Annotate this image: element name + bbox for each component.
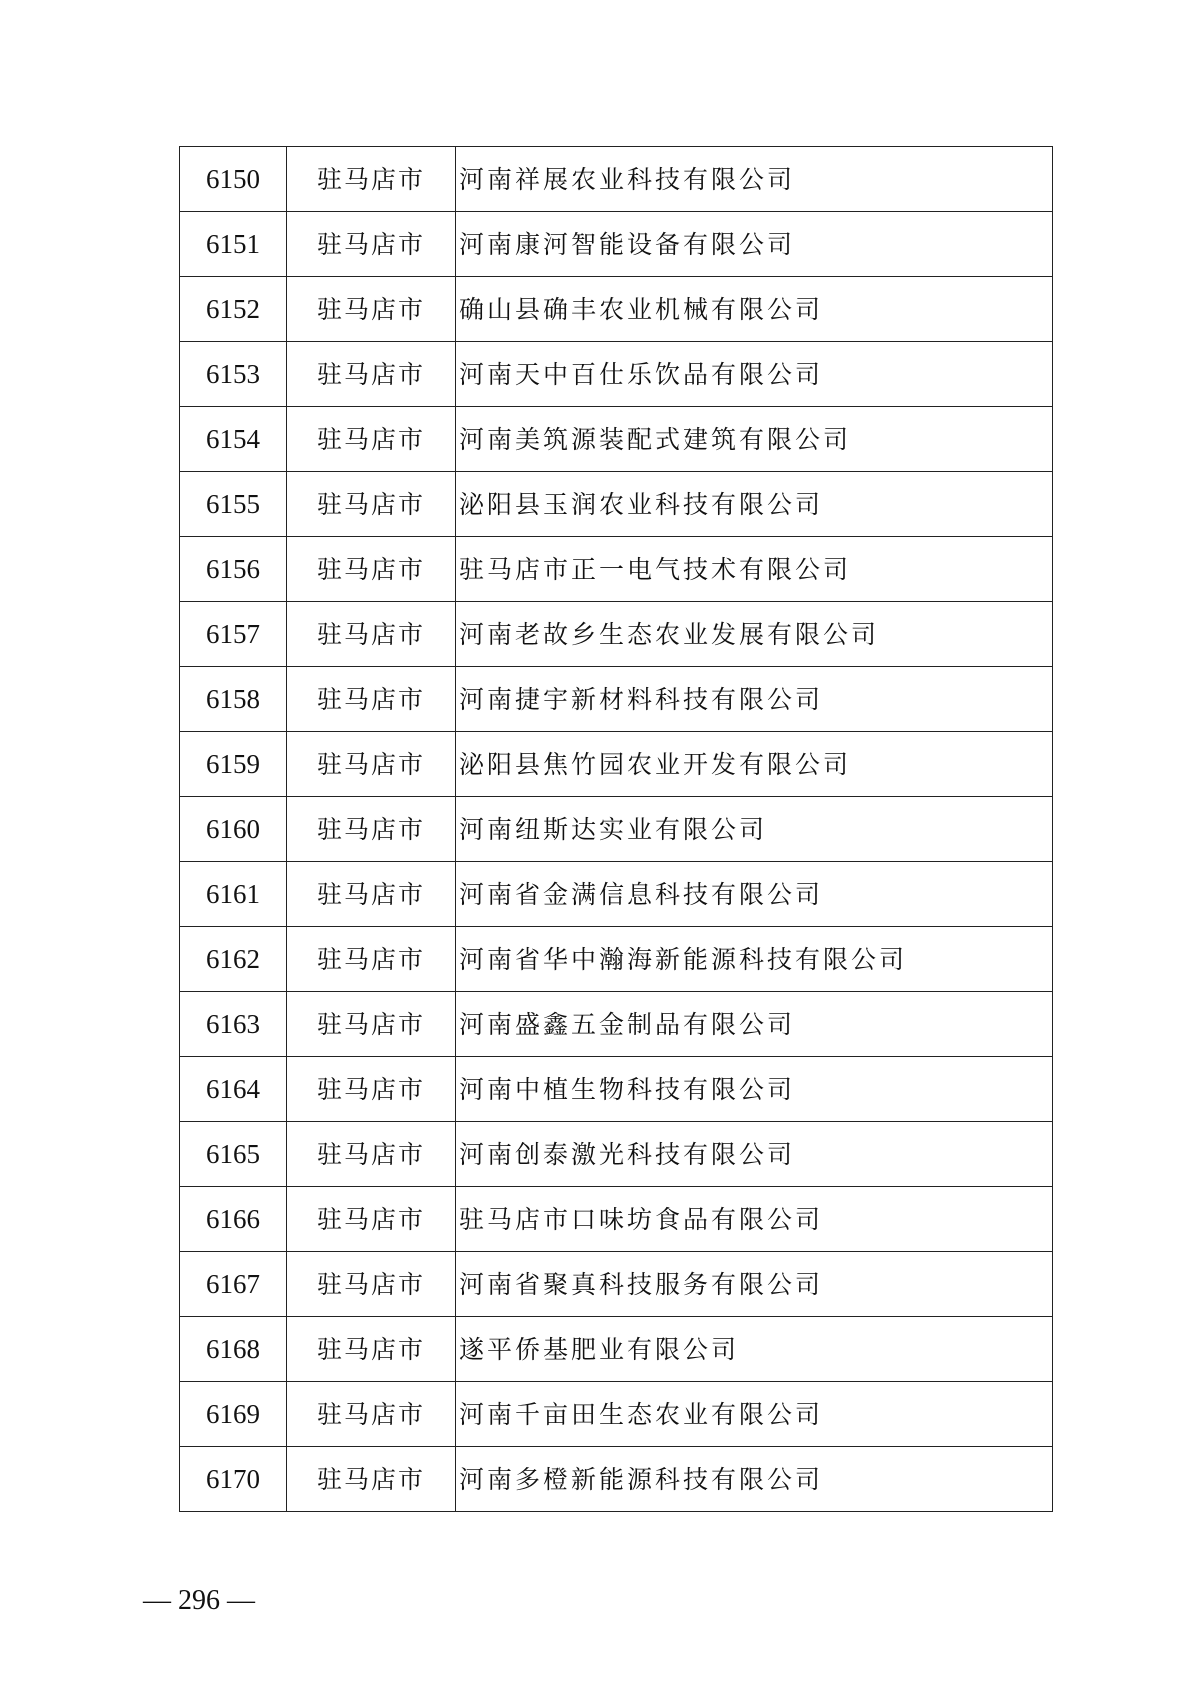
row-company: 河南祥展农业科技有限公司 (456, 147, 1053, 212)
row-city: 驻马店市 (287, 1447, 456, 1512)
row-company: 河南中植生物科技有限公司 (456, 1057, 1053, 1122)
row-company: 河南天中百仕乐饮品有限公司 (456, 342, 1053, 407)
table-row (180, 1252, 1053, 1317)
table-row (180, 1122, 1053, 1187)
table-body (180, 147, 1053, 1512)
row-company: 确山县确丰农业机械有限公司 (456, 277, 1053, 342)
row-company: 驻马店市正一电气技术有限公司 (456, 537, 1053, 602)
table-row (180, 732, 1053, 797)
row-number: 6162 (180, 927, 287, 992)
row-number: 6154 (180, 407, 287, 472)
row-number: 6161 (180, 862, 287, 927)
row-number: 6170 (180, 1447, 287, 1512)
row-company: 河南捷宇新材料科技有限公司 (456, 667, 1053, 732)
row-city: 驻马店市 (287, 732, 456, 797)
row-company: 河南美筑源装配式建筑有限公司 (456, 407, 1053, 472)
table-row (180, 472, 1053, 537)
row-number: 6152 (180, 277, 287, 342)
row-number: 6167 (180, 1252, 287, 1317)
row-number: 6169 (180, 1382, 287, 1447)
row-company: 驻马店市口味坊食品有限公司 (456, 1187, 1053, 1252)
table-row (180, 927, 1053, 992)
row-city: 驻马店市 (287, 927, 456, 992)
row-city: 驻马店市 (287, 342, 456, 407)
row-number: 6168 (180, 1317, 287, 1382)
table-row (180, 212, 1053, 277)
row-city: 驻马店市 (287, 537, 456, 602)
table-row (180, 602, 1053, 667)
table-row (180, 667, 1053, 732)
row-city: 驻马店市 (287, 862, 456, 927)
row-company: 泌阳县玉润农业科技有限公司 (456, 472, 1053, 537)
row-city: 驻马店市 (287, 1382, 456, 1447)
row-city: 驻马店市 (287, 407, 456, 472)
table-row (180, 862, 1053, 927)
row-city: 驻马店市 (287, 1122, 456, 1187)
table-row (180, 1317, 1053, 1382)
row-city: 驻马店市 (287, 1317, 456, 1382)
row-company: 河南盛鑫五金制品有限公司 (456, 992, 1053, 1057)
row-city: 驻马店市 (287, 797, 456, 862)
row-number: 6156 (180, 537, 287, 602)
row-number: 6164 (180, 1057, 287, 1122)
row-city: 驻马店市 (287, 212, 456, 277)
row-city: 驻马店市 (287, 602, 456, 667)
row-number: 6153 (180, 342, 287, 407)
table-row (180, 797, 1053, 862)
row-company: 河南老故乡生态农业发展有限公司 (456, 602, 1053, 667)
row-company: 河南省金满信息科技有限公司 (456, 862, 1053, 927)
table-row (180, 277, 1053, 342)
row-number: 6157 (180, 602, 287, 667)
row-city: 驻马店市 (287, 667, 456, 732)
table-row (180, 1187, 1053, 1252)
row-city: 驻马店市 (287, 1252, 456, 1317)
row-company: 河南千亩田生态农业有限公司 (456, 1382, 1053, 1447)
page-number: — 296 — (143, 1585, 255, 1616)
table-row (180, 147, 1053, 212)
row-company: 遂平侨基肥业有限公司 (456, 1317, 1053, 1382)
row-company: 河南康河智能设备有限公司 (456, 212, 1053, 277)
row-number: 6163 (180, 992, 287, 1057)
row-number: 6155 (180, 472, 287, 537)
row-city: 驻马店市 (287, 147, 456, 212)
row-company: 河南创泰激光科技有限公司 (456, 1122, 1053, 1187)
row-number: 6159 (180, 732, 287, 797)
table-row (180, 992, 1053, 1057)
row-company: 泌阳县焦竹园农业开发有限公司 (456, 732, 1053, 797)
row-number: 6151 (180, 212, 287, 277)
table-row (180, 1382, 1053, 1447)
row-number: 6150 (180, 147, 287, 212)
row-number: 6165 (180, 1122, 287, 1187)
row-company: 河南省聚真科技服务有限公司 (456, 1252, 1053, 1317)
row-city: 驻马店市 (287, 277, 456, 342)
row-company: 河南省华中瀚海新能源科技有限公司 (456, 927, 1053, 992)
table-row (180, 537, 1053, 602)
row-number: 6158 (180, 667, 287, 732)
row-city: 驻马店市 (287, 472, 456, 537)
table-row (180, 1447, 1053, 1512)
table-row (180, 1057, 1053, 1122)
table-row (180, 342, 1053, 407)
row-number: 6160 (180, 797, 287, 862)
company-list-table (179, 146, 1053, 1512)
row-number: 6166 (180, 1187, 287, 1252)
row-city: 驻马店市 (287, 1057, 456, 1122)
row-company: 河南多橙新能源科技有限公司 (456, 1447, 1053, 1512)
row-city: 驻马店市 (287, 992, 456, 1057)
row-city: 驻马店市 (287, 1187, 456, 1252)
row-company: 河南纽斯达实业有限公司 (456, 797, 1053, 862)
table-row (180, 407, 1053, 472)
